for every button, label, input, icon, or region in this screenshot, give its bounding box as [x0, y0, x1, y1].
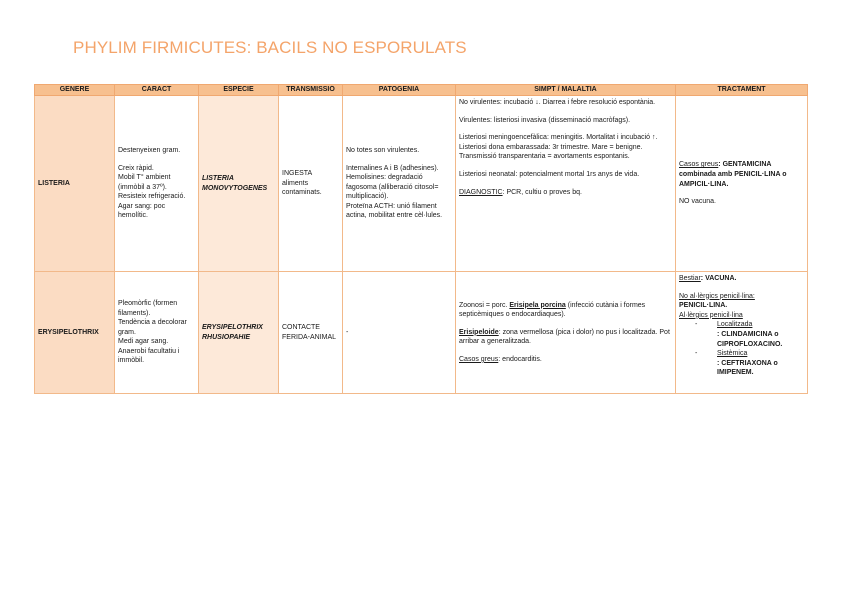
no-alergics-text: PENICIL·LINA.	[679, 302, 728, 310]
transmissio-cell: INGESTA aliments contaminats.	[279, 96, 343, 272]
casos-greus-label: Casos greus	[459, 355, 499, 363]
header-transmissio: TRANSMISSIÓ	[279, 85, 343, 96]
erisipeloide-text: : zona vermellosa (pica i dolor) no pus i localitzada. Pot arribar a generalitzada.	[459, 328, 670, 346]
caract-line: Anaerobi facultatiu i immòbil.	[118, 347, 180, 365]
especie-cell: ERYSIPELOTHRIX RHUSIOPAHIE	[199, 272, 279, 394]
erisipeloide-label: Erisipeloide	[459, 328, 499, 336]
erisipeloide-line	[459, 328, 672, 347]
patogenia-cell	[343, 96, 456, 272]
diagnostic-text: : PCR, cultiu o proves bq.	[502, 188, 582, 196]
zoonosi-detail: (infecció cutània i formes septicèmiques o endocardiaques).	[459, 301, 646, 319]
patogenia-line: Hemolisines: degradació fagosoma (alliberació citosol= multiplicació).	[346, 174, 439, 201]
localitzada-label: Localitzada	[717, 321, 753, 329]
page-title: PHYLIM FIRMICUTES: BACILS NO ESPORULATS	[73, 38, 467, 57]
patogenia-line: Internalines A i B (adhesines).	[346, 164, 439, 172]
caract-line: Pleomòrfic (formen filaments).	[118, 299, 178, 317]
especie-cell: LISTERIA MONOVYTOGENES	[199, 96, 279, 272]
simpt-line: No virulentes: incubació ↓. Diarrea i febre resolució espontània.	[459, 99, 656, 106]
caract-line: Mobil T° ambient (immòbil a 37º).	[118, 174, 171, 191]
zoonosi-text: Zoonosi = porc.	[459, 301, 510, 309]
bestiar-line	[679, 274, 804, 284]
casos-greus-line	[679, 160, 804, 189]
patogenia-cell: -	[343, 272, 456, 394]
simpt-cell	[456, 96, 676, 272]
caract-cell	[115, 96, 199, 272]
transmissio-cell: CONTACTE FERIDA-ANIMAL	[279, 272, 343, 394]
bullet-dash: -	[695, 321, 698, 329]
caract-line: Creix ràpid.	[118, 164, 154, 172]
casos-greus-text: : GENTAMICINA combinada amb PENICIL·LINA o AMPICIL·LINA.	[679, 161, 787, 188]
header-especie: ESPECIE	[199, 85, 279, 96]
sistemica-text: : CEFTRIAXONA o IMIPENEM.	[717, 359, 778, 377]
localitzada-line	[679, 320, 804, 330]
localitzada-text: : CLINDAMICINA o CIPROFLOXACINO.	[717, 330, 783, 348]
header-caract: CARACT	[115, 85, 199, 96]
simpt-line: Virulentes: listeriosi invasiva (disseminació macròfags).	[459, 116, 631, 124]
tractament-cell	[676, 96, 808, 272]
table-row	[35, 96, 808, 272]
header-patogenia: PATOGENIA	[343, 85, 456, 96]
zoonosi-line	[459, 301, 672, 320]
header-row	[35, 85, 808, 96]
header-simpt: SIMPT / MALALTIA	[456, 85, 676, 96]
patogenia-line: No totes son virulentes.	[346, 146, 420, 154]
simpt-cell	[456, 272, 676, 394]
header-genere: GENERE	[35, 85, 115, 96]
bullet-dash: -	[695, 350, 698, 358]
casos-greus-label: Casos greus	[679, 161, 719, 169]
simpt-line: Listeriosi meningoencefàlica: meningitis. Mortalitat i incubació ↑.	[459, 134, 658, 142]
header-tractament: TRACTAMENT	[676, 85, 808, 96]
table-row	[35, 272, 808, 394]
simpt-line: Listeriosi neonatal: potencialment mortal 1rs anys de vida.	[459, 170, 640, 178]
alergics-label: Al·lèrgics penicil·lina	[679, 311, 743, 319]
erisipela-porcina-label: Erisipela porcina	[509, 301, 566, 309]
sistemica-label: Sistèmica	[717, 350, 748, 358]
no-vacuna-line: NO vacuna.	[679, 198, 716, 206]
casos-greus-text: : endocarditis.	[498, 355, 542, 363]
patogenia-line: Proteïna ACTH: unió filament actina, mobilitat entre cèl·lules.	[346, 202, 443, 220]
genere-cell: ERYSIPELOTHRIX	[35, 272, 115, 394]
bacteria-table	[34, 84, 808, 394]
tractament-cell	[676, 272, 808, 394]
diagnostic-line	[459, 188, 672, 198]
no-alergics-label: No al·lèrgics penicil·lina:	[679, 292, 755, 300]
bestiar-label: Bestiar	[679, 275, 701, 282]
diagnostic-label: DIAGNOSTIC	[459, 188, 503, 196]
casos-greus-line	[459, 355, 672, 365]
caract-cell	[115, 272, 199, 394]
caract-line: Destenyeixen gram.	[118, 146, 181, 154]
caract-line: Resisteix refrigeració.	[118, 193, 186, 201]
sistemica-line	[679, 349, 804, 359]
simpt-line: Listeriosi dona embarassada: 3r trimestre. Mare = benigne. Transmissió transparentaria = avortaments espontanis.	[459, 143, 643, 161]
caract-line: Tendència a decolorar gram.	[118, 319, 187, 336]
caract-line: Medi agar sang.	[118, 338, 169, 346]
bestiar-text: : VACUNA.	[700, 275, 737, 282]
caract-line: Agar sang: poc hemolític.	[118, 202, 166, 220]
genere-cell: LISTERIA	[35, 96, 115, 272]
